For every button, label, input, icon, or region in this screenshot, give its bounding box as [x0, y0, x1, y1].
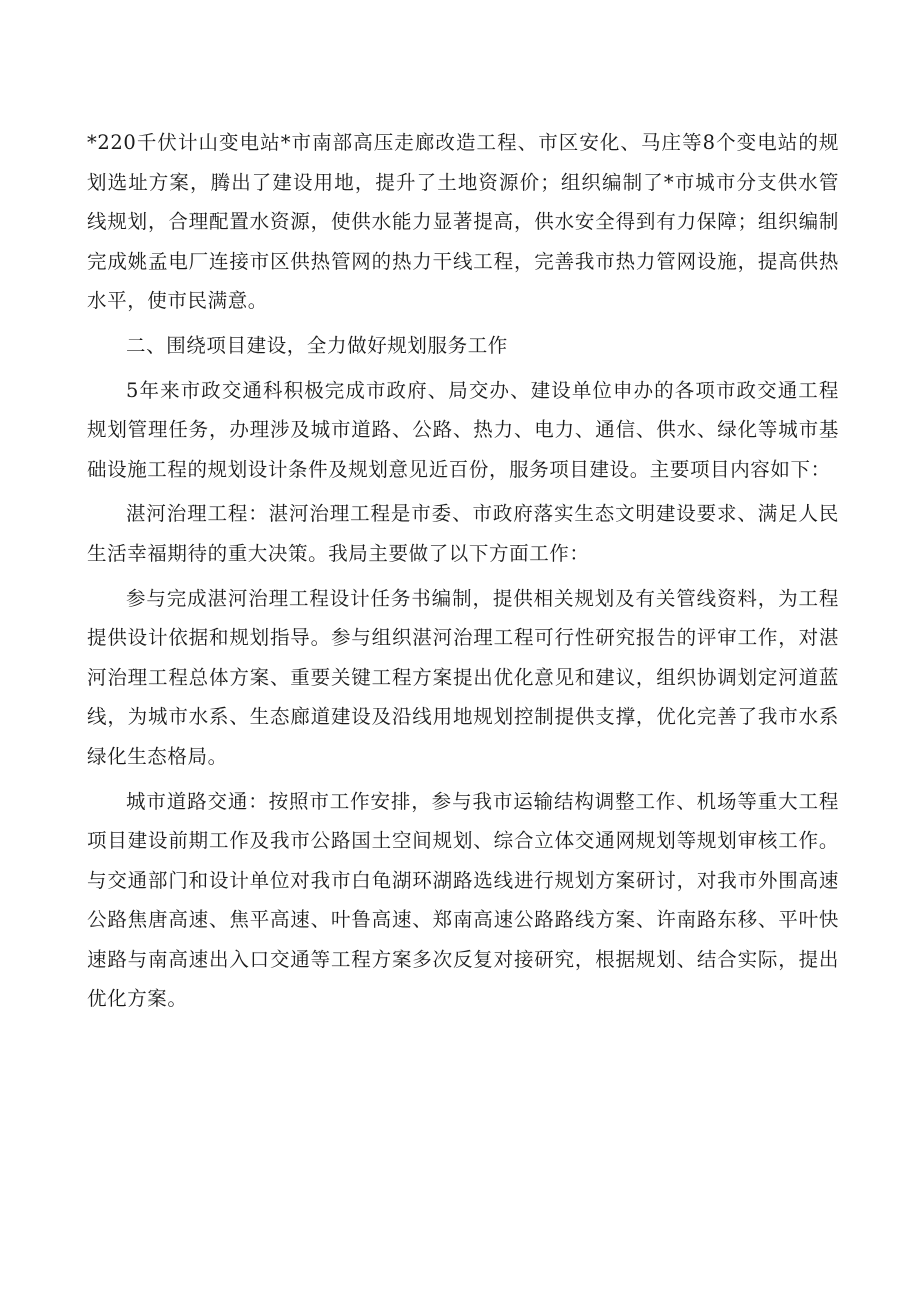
paragraph-zhanhe-project-work: 参与完成湛河治理工程设计任务书编制，提供相关规划及有关管线资料，为工程提供设计依据和规划指导。参与组织湛河治理工程可行性研究报告的评审工作，对湛河治理工程总体方案、重要关键工程方案提出优化意见和建议，组织协调划定河道蓝线，为城市水系、生态廊道建设及沿线用地规划控制提供支撑，优化完善了我市水系绿化生态格局。: [87, 586, 839, 768]
paragraph-zhanhe-project-intro: 湛河治理工程：湛河治理工程是市委、市政府落实生态文明建设要求、满足人民生活幸福期待的重大决策。我局主要做了以下方面工作：: [87, 502, 839, 565]
document-body: [87, 123, 839, 1024]
paragraph-municipal-traffic-overview: 5年来市政交通科积极完成市政府、局交办、建设单位申办的各项市政交通工程规划管理任务，办理涉及城市道路、公路、热力、电力、通信、供水、绿化等城市基础设施工程的规划设计条件及规划意见近百份，服务项目建设。主要项目内容如下：: [87, 378, 839, 481]
section-heading-project-service: 二、围绕项目建设，全力做好规划服务工作: [126, 333, 508, 357]
paragraph-substation-planning: *220千伏计山变电站*市南部高压走廊改造工程、市区安化、马庄等8个变电站的规划选址方案，腾出了建设用地，提升了土地资源价；组织编制了*市城市分支供水管线规划，合理配置水资源，使供水能力显著提高，供水安全得到有力保障；组织编制完成姚孟电厂连接市区供热管网的热力干线工程，完善我市热力管网设施，提高供热水平，使市民满意。: [87, 131, 839, 313]
paragraph-urban-road-traffic: 城市道路交通：按照市工作安排，参与我市运输结构调整工作、机场等重大工程项目建设前期工作及我市公路国土空间规划、综合立体交通网规划等规划审核工作。与交通部门和设计单位对我市白龟湖环湖路选线进行规划方案研讨，对我市外围高速公路焦唐高速、焦平高速、叶鲁高速、郑南高速公路路线方案、许南路东移、平叶快速路与南高速出入口交通等工程方案多次反复对接研究，根据规划、结合实际，提出优化方案。: [87, 789, 839, 1011]
